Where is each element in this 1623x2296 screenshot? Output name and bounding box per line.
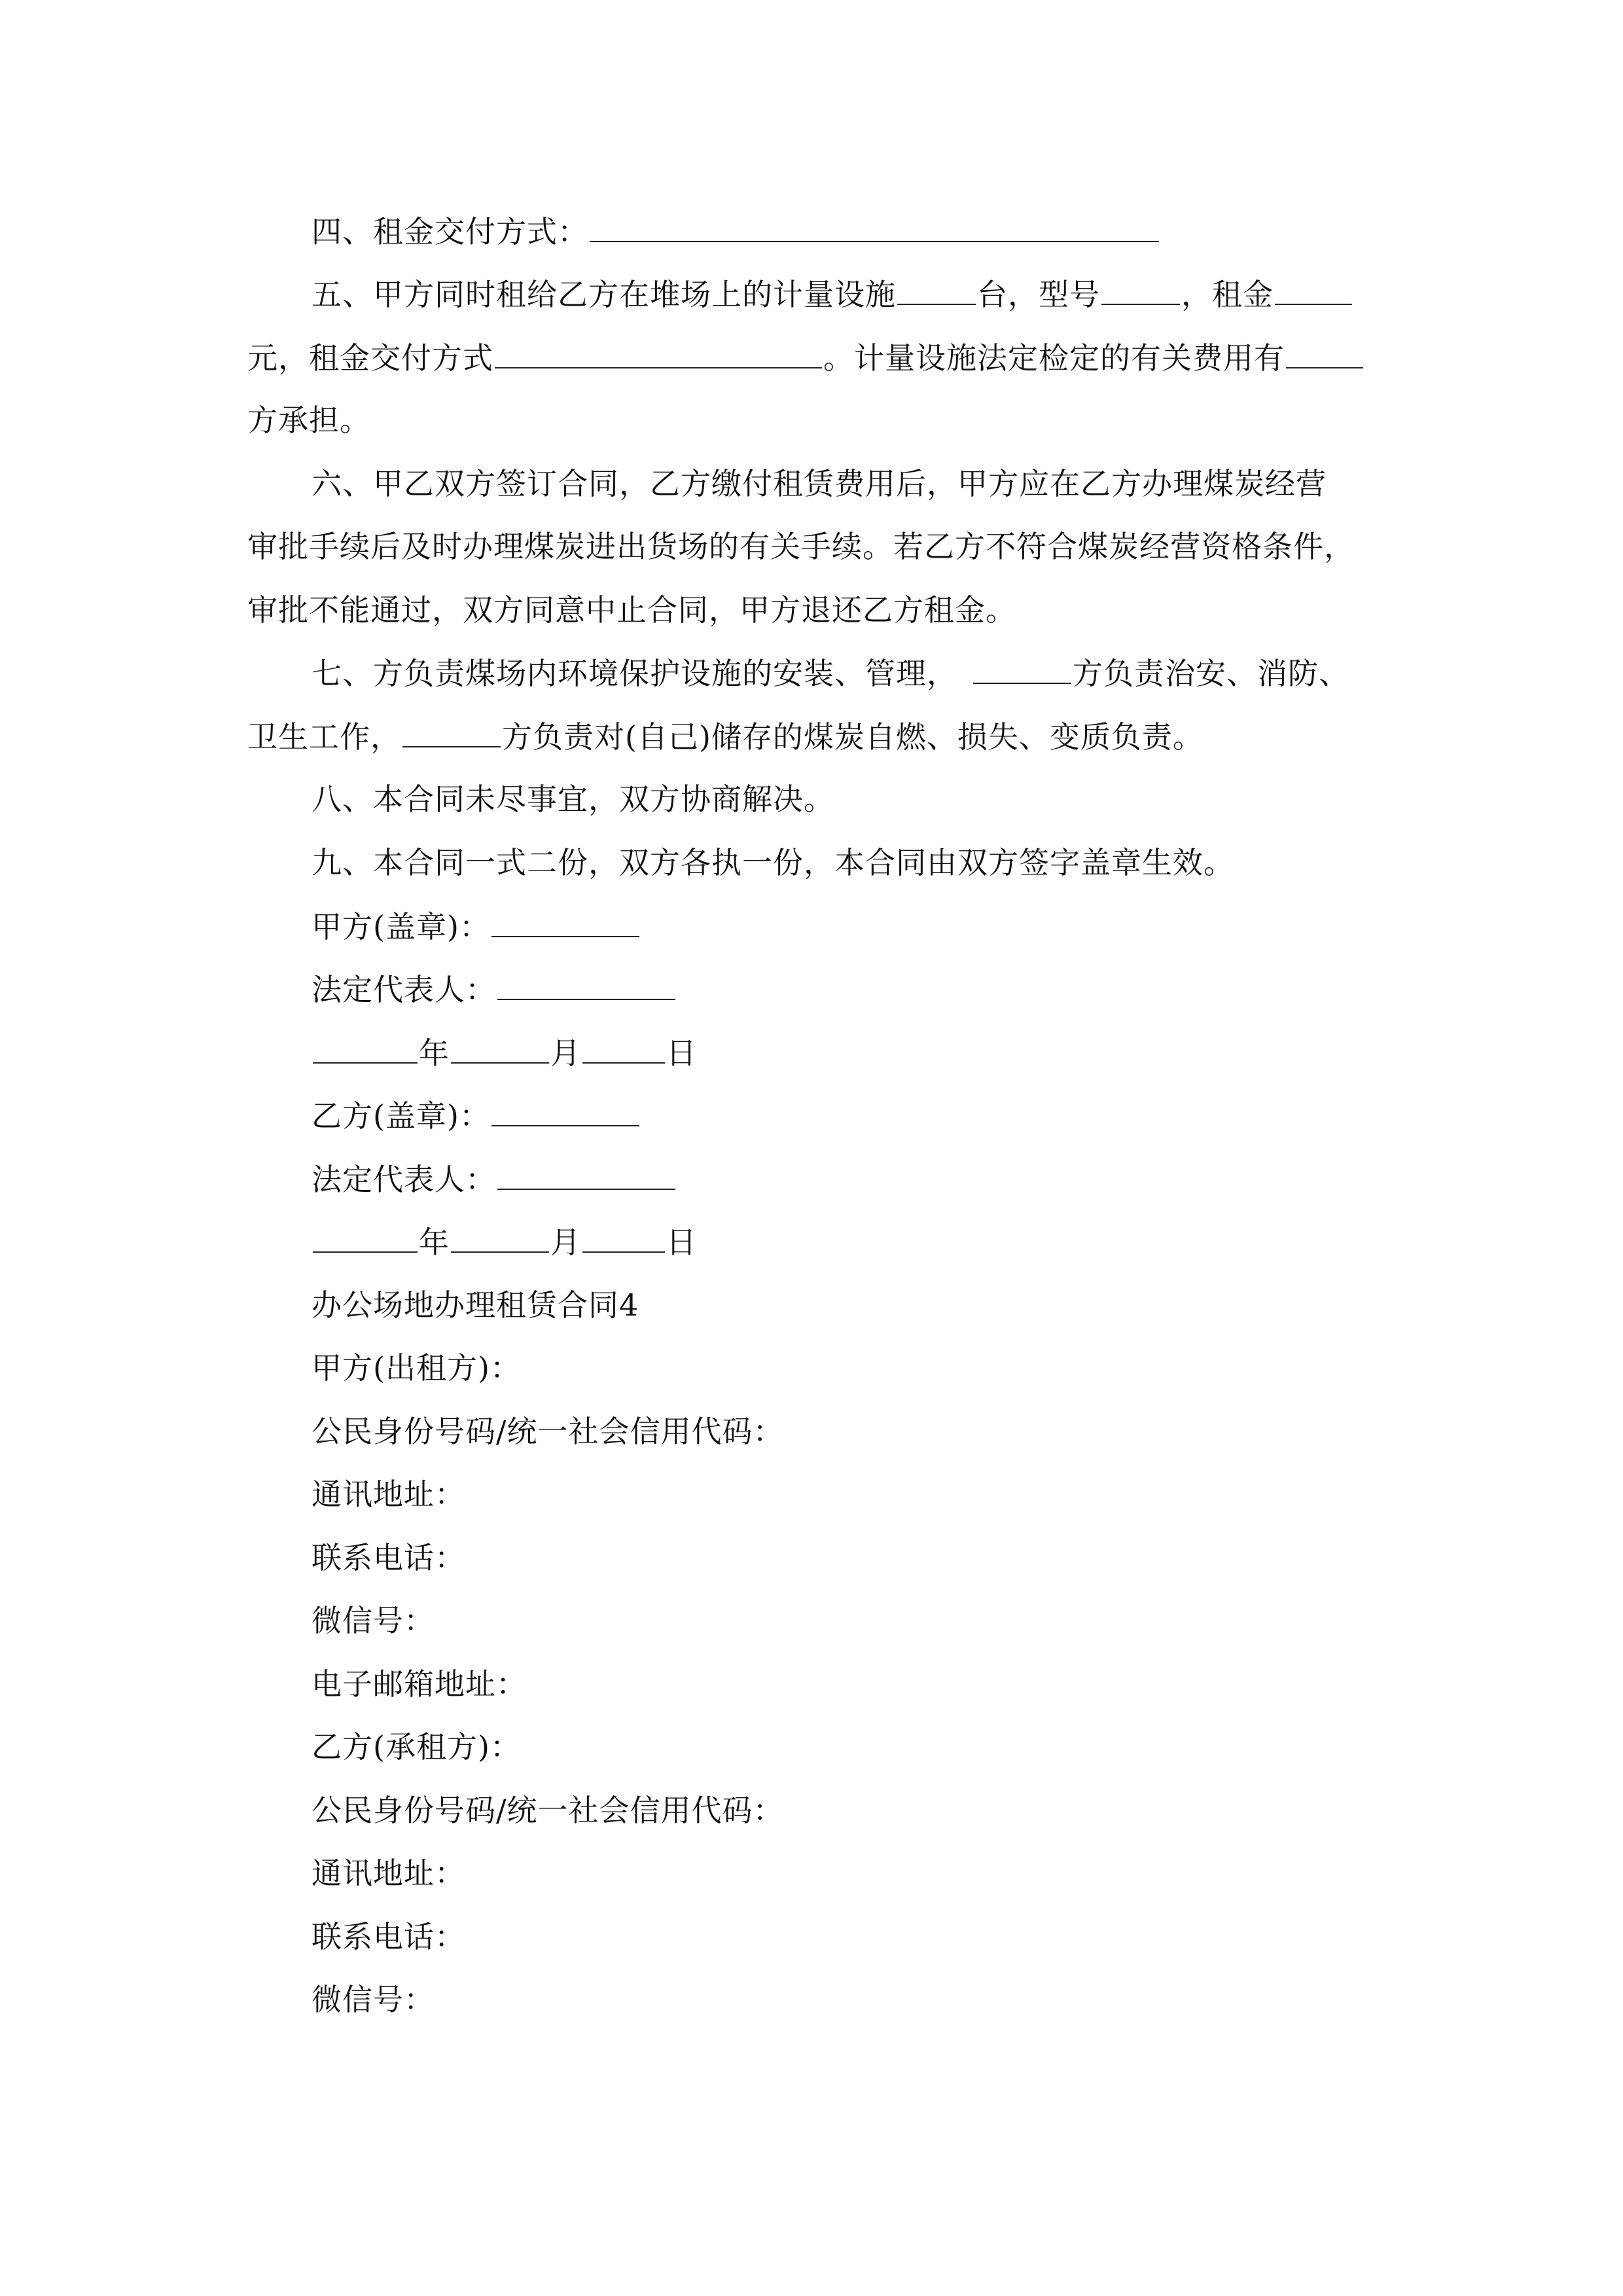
clause-7-text-d: 方负责对(自己)储存的煤炭自燃、损失、变质负责。 bbox=[502, 719, 1204, 755]
clause-5-text-e: 。计量设施法定检定的有关费用有 bbox=[823, 340, 1285, 376]
lessee-wechat-label: 微信号： bbox=[312, 1982, 435, 2017]
party-a-year-blank bbox=[313, 1030, 418, 1064]
equipment-payment-method-blank bbox=[495, 334, 822, 368]
party-b-seal-line bbox=[312, 1092, 1463, 1138]
clause-6-line-1 bbox=[312, 461, 1463, 507]
party-a-seal-label: 甲方(盖章)： bbox=[312, 909, 490, 944]
party-b-representative-label: 法定代表人： bbox=[312, 1162, 496, 1197]
party-a-day-label: 日 bbox=[666, 1035, 697, 1071]
clause-5-line-1 bbox=[312, 271, 1463, 317]
payment-method-blank bbox=[590, 208, 1159, 242]
clause-7-text-a: 七、方负责煤场内环境保护设施的安装、管理， bbox=[312, 656, 957, 691]
clause-5-text-c: ，租金 bbox=[1181, 277, 1274, 312]
clause-6-text-c: 审批不能通过，双方同意中止合同，甲方退还乙方租金。 bbox=[247, 592, 1016, 628]
clause-6-line-3 bbox=[247, 587, 1399, 633]
lessee-phone-label: 联系电话： bbox=[312, 1919, 465, 1954]
lessor-email-label: 电子邮箱地址： bbox=[312, 1666, 527, 1702]
clause-6-line-2 bbox=[247, 524, 1399, 569]
inspection-fee-party-blank bbox=[1286, 334, 1363, 368]
clause-6-text-a: 六、甲乙双方签订合同，乙方缴付租赁费用后，甲方应在乙方办理煤炭经营 bbox=[312, 466, 1327, 501]
party-a-seal-line bbox=[312, 903, 1463, 949]
lessor-id-line bbox=[312, 1408, 1463, 1454]
lessee-address-label: 通讯地址： bbox=[312, 1856, 465, 1891]
party-a-year-label: 年 bbox=[419, 1035, 450, 1071]
security-party-blank bbox=[973, 650, 1071, 684]
party-b-seal-label: 乙方(盖章)： bbox=[312, 1098, 490, 1134]
party-a-representative-line bbox=[312, 966, 1463, 1012]
contract-4-title-text: 办公场地办理租赁合同4 bbox=[312, 1287, 639, 1323]
lessee-label-line bbox=[312, 1724, 1463, 1770]
clause-5-line-3 bbox=[247, 397, 1399, 443]
clause-9-text: 九、本合同一式二份，双方各执一份，本合同由双方签字盖章生效。 bbox=[312, 845, 1234, 880]
storage-party-blank bbox=[402, 713, 501, 747]
lessor-phone-line bbox=[312, 1535, 1463, 1581]
clause-4-line bbox=[312, 208, 1463, 254]
party-a-month-label: 月 bbox=[550, 1035, 581, 1071]
party-a-seal-blank bbox=[491, 903, 639, 937]
party-b-day-label: 日 bbox=[666, 1225, 697, 1260]
lessor-wechat-line bbox=[312, 1598, 1463, 1643]
lessor-email-line bbox=[312, 1661, 1463, 1707]
lessor-id-label: 公民身份号码/统一社会信用代码： bbox=[312, 1414, 784, 1449]
clause-4-text: 四、租金交付方式： bbox=[312, 214, 588, 249]
lessor-address-label: 通讯地址： bbox=[312, 1477, 465, 1512]
clause-5-text-f: 方承担。 bbox=[247, 403, 370, 438]
lessor-label-line bbox=[312, 1345, 1463, 1391]
lessor-phone-label: 联系电话： bbox=[312, 1540, 465, 1575]
clause-6-text-b: 审批手续后及时办理煤炭进出货场的有关手续。若乙方不符合煤炭经营资格条件， bbox=[247, 529, 1355, 564]
party-a-representative-blank bbox=[497, 966, 675, 1000]
clause-5-text-d: 元，租金交付方式 bbox=[247, 340, 493, 376]
clause-7-line-2 bbox=[247, 713, 1399, 759]
party-b-representative-blank bbox=[497, 1156, 675, 1190]
party-b-seal-blank bbox=[491, 1092, 639, 1126]
party-a-month-blank bbox=[451, 1030, 549, 1064]
clause-8-line bbox=[312, 776, 1463, 822]
lessee-id-line bbox=[312, 1787, 1463, 1833]
party-b-month-label: 月 bbox=[550, 1225, 581, 1260]
lessee-id-label: 公民身份号码/统一社会信用代码： bbox=[312, 1793, 784, 1828]
party-b-day-blank bbox=[582, 1219, 665, 1253]
party-a-date-line bbox=[312, 1030, 1463, 1075]
lessor-wechat-label: 微信号： bbox=[312, 1603, 435, 1638]
equipment-quantity-blank bbox=[897, 271, 976, 305]
party-a-representative-label: 法定代表人： bbox=[312, 972, 496, 1007]
clause-9-line bbox=[312, 840, 1463, 886]
party-b-year-label: 年 bbox=[419, 1225, 450, 1260]
lessee-phone-line bbox=[312, 1914, 1463, 1960]
clause-7-line-1 bbox=[312, 650, 1463, 696]
party-b-month-blank bbox=[451, 1219, 549, 1253]
clause-8-text: 八、本合同未尽事宜，双方协商解决。 bbox=[312, 781, 834, 817]
party-b-year-blank bbox=[313, 1219, 418, 1253]
equipment-rent-blank bbox=[1275, 271, 1352, 305]
party-a-day-blank bbox=[582, 1030, 665, 1064]
lessee-address-line bbox=[312, 1850, 1463, 1896]
clause-7-text-c: 卫生工作， bbox=[247, 719, 401, 755]
lessor-address-line bbox=[312, 1471, 1463, 1517]
party-b-representative-line bbox=[312, 1156, 1463, 1202]
clause-5-text-a: 五、甲方同时租给乙方在堆场上的计量设施 bbox=[312, 277, 896, 312]
clause-5-text-b: 台，型号 bbox=[977, 277, 1100, 312]
equipment-model-blank bbox=[1101, 271, 1180, 305]
lessee-wechat-line bbox=[312, 1977, 1463, 2022]
lessor-label: 甲方(出租方)： bbox=[312, 1350, 521, 1386]
clause-5-line-2 bbox=[247, 334, 1399, 380]
clause-7-text-b: 方负责治安、消防、 bbox=[1073, 656, 1349, 691]
contract-4-title bbox=[312, 1282, 1463, 1328]
lessee-label: 乙方(承租方)： bbox=[312, 1729, 521, 1765]
party-b-date-line bbox=[312, 1219, 1463, 1265]
